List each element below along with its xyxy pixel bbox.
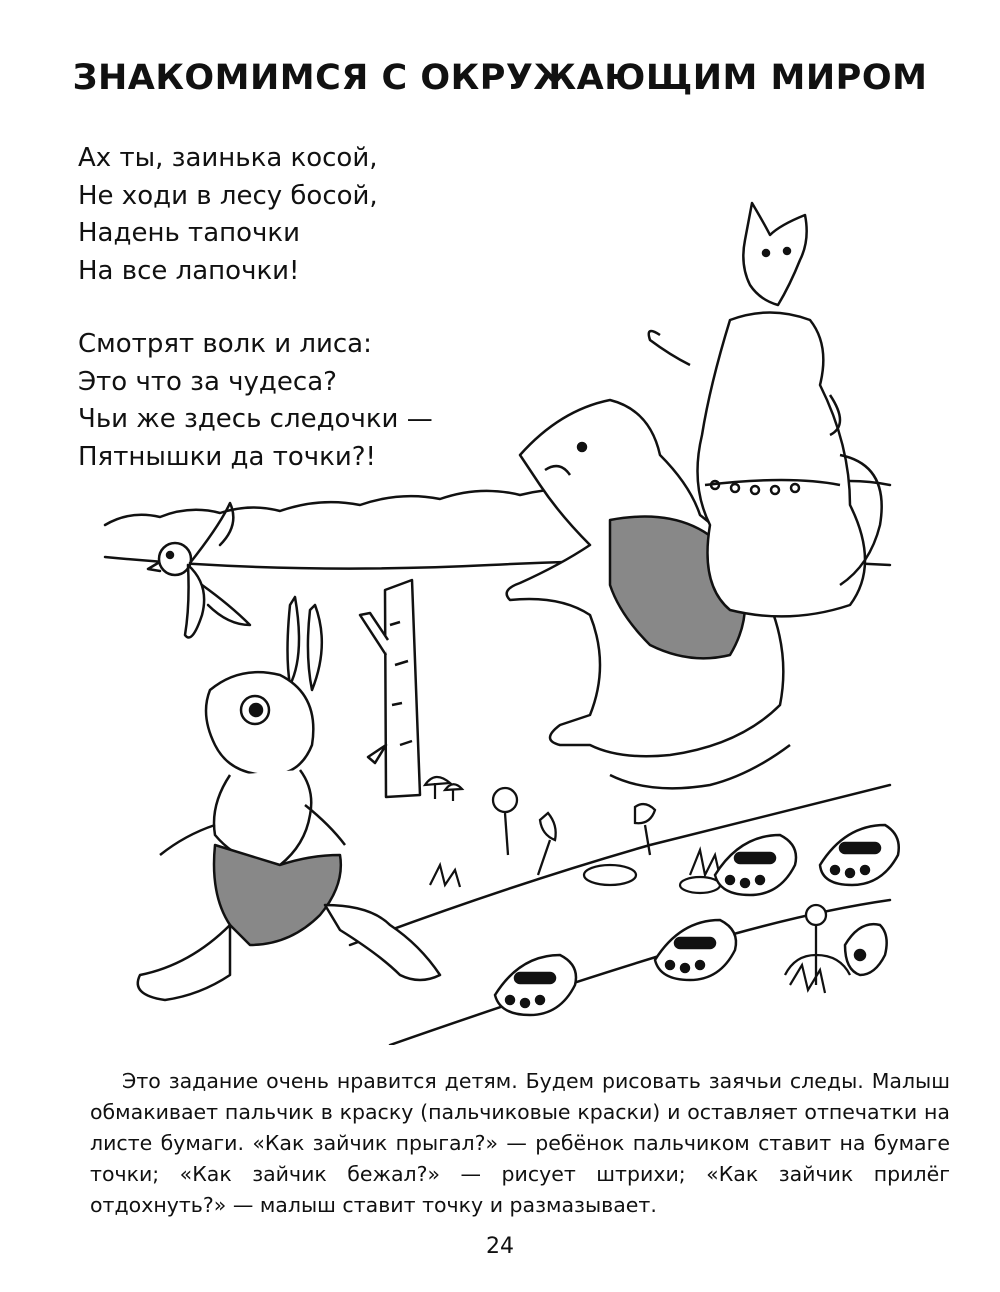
mushrooms-icon [425, 777, 462, 801]
page-title: ЗНАКОМИМСЯ С ОКРУЖАЮЩИМ МИРОМ [72, 58, 928, 98]
bird-icon [148, 503, 250, 638]
footprints-icon [495, 825, 899, 1015]
verse-line: Ах ты, заинька косой, [78, 143, 378, 173]
verse-line: Смотрят волк и лиса: [78, 329, 372, 359]
verse-line: Чьи же здесь следочки — [78, 404, 433, 434]
verse-line: Надень тапочки [78, 218, 300, 248]
verse-line: Пятнышки да точки?! [78, 441, 376, 472]
illustration [90, 185, 910, 1045]
verse-line: На все лапочки! [78, 255, 300, 286]
horizon-line [105, 489, 600, 525]
illustration-drawing [90, 185, 910, 1045]
page-number: 24 [486, 1234, 514, 1259]
birch-icon [360, 580, 420, 797]
verse-line: Не ходи в лесу босой, [78, 180, 378, 211]
instructions-text: Это задание очень нравится детям. Будем рисовать заячьи следы. Малыш обмакивает пальчик в краску (пальчиковые краски) и оставляет отпечатки на листе бумаги. «Как зайчик прыгал?» — ребёнок пальчиком ставит на бумаге точки; «Как зайчик бежал?» — рисует штрихи; «Как зайчик прилёг отдохнуть?» — малыш ставит точку и размазывает. [90, 1069, 950, 1217]
verse-line: Это что за чудеса? [78, 366, 337, 397]
